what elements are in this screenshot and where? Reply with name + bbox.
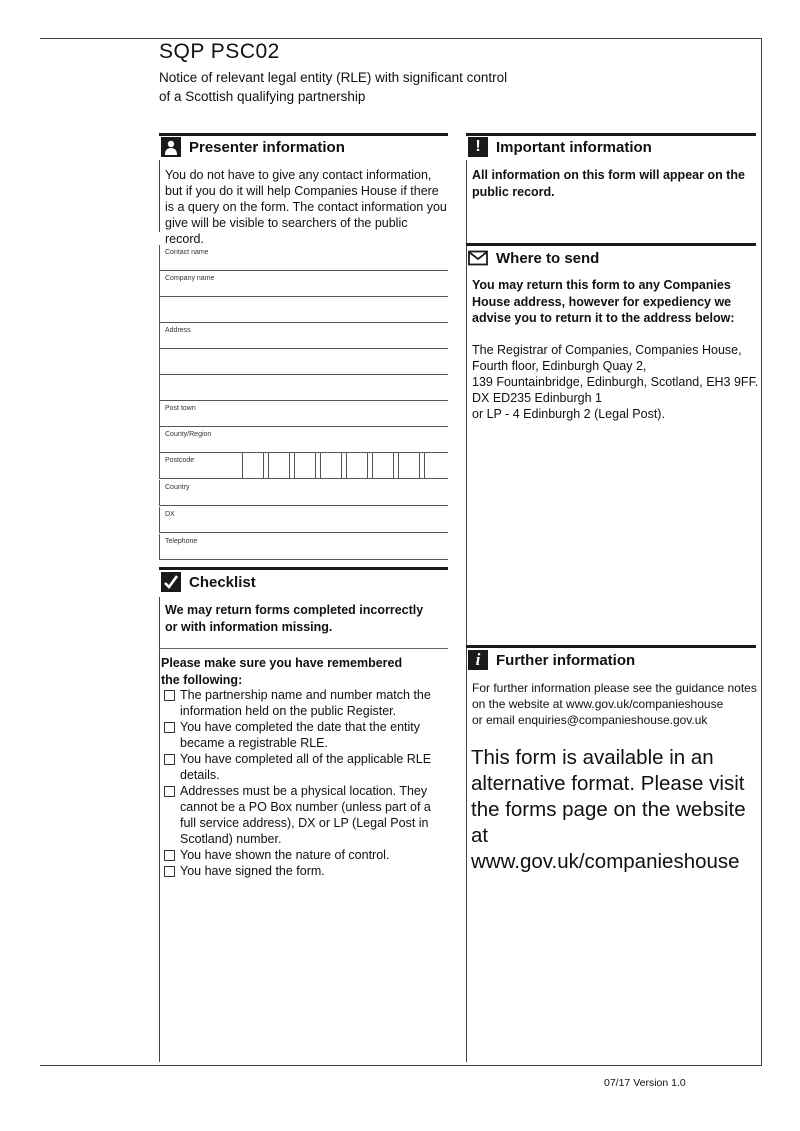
dx-field[interactable] <box>159 507 448 533</box>
postcode-box-5[interactable] <box>346 453 368 478</box>
address-label: Address <box>165 327 191 334</box>
address-field-3[interactable] <box>159 375 448 401</box>
further-heading <box>468 650 635 670</box>
right-border <box>761 38 762 1066</box>
county-label: County/Region <box>165 431 212 438</box>
postcode-label: Postcode <box>165 457 195 464</box>
further-bar <box>466 645 756 648</box>
checklist-item-text: The partnership name and number match the information held on the public Register. <box>180 688 431 718</box>
county-field[interactable] <box>159 427 448 453</box>
further-line: on the website at www.gov.uk/companieshouse <box>472 697 724 711</box>
postcode-box-3[interactable] <box>294 453 316 478</box>
presenter-heading <box>161 137 345 157</box>
checklist-items <box>164 687 450 879</box>
country-label: Country <box>165 484 190 491</box>
contact-name-field[interactable] <box>159 245 448 271</box>
important-bar <box>466 133 756 136</box>
contact-name-label: Contact name <box>165 249 209 256</box>
checkbox[interactable] <box>164 690 175 701</box>
checkbox[interactable] <box>164 754 175 765</box>
checklist-item[interactable] <box>164 863 450 879</box>
postcode-box-7[interactable] <box>398 453 420 478</box>
address-field-2[interactable] <box>159 349 448 375</box>
checklist-item-text: Addresses must be a physical location. They cannot be a PO Box number (unless part of a full service address), DX or LP (Legal Post in Scotland) number. <box>180 784 431 846</box>
important-text: All information on this form will appear on the public record. <box>472 168 745 199</box>
checkbox[interactable] <box>164 722 175 733</box>
checklist-item[interactable] <box>164 847 450 863</box>
company-name-field-2[interactable] <box>159 297 448 323</box>
address-line: The Registrar of Companies, Companies House, <box>472 343 742 357</box>
country-field[interactable] <box>159 480 448 506</box>
postcode-box-4[interactable] <box>320 453 342 478</box>
postcode-field[interactable] <box>159 453 448 479</box>
checklist-item-text: You have shown the nature of control. <box>180 848 390 862</box>
presenter-heading-text: Presenter information <box>189 138 345 156</box>
info-icon: i <box>468 650 488 670</box>
version-footer: 07/17 Version 1.0 <box>604 1077 686 1089</box>
form-title-line2: of a Scottish qualifying partnership <box>159 89 366 104</box>
checklist-heading-text: Checklist <box>189 573 256 591</box>
form-title-line1: Notice of relevant legal entity (RLE) with significant control <box>159 70 508 85</box>
checklist-intro: Please make sure you have remembered the following: <box>161 656 403 687</box>
further-heading-text: Further information <box>496 651 636 669</box>
left-column-border-lower <box>159 597 160 1062</box>
checklist-item-text: You have completed the date that the entity became a registrable RLE. <box>180 720 420 750</box>
company-name-field[interactable] <box>159 271 448 297</box>
checklist-item[interactable] <box>164 751 450 783</box>
where-heading-text: Where to send <box>496 249 600 267</box>
post-town-label: Post town <box>165 405 196 412</box>
person-icon <box>161 137 181 157</box>
checkbox[interactable] <box>164 866 175 877</box>
address-field[interactable] <box>159 323 448 349</box>
where-bar <box>466 243 756 246</box>
postcode-box-8[interactable] <box>424 453 449 478</box>
presenter-intro: You do not have to give any contact information, but if you do it will help Companies House if there is a query on the form. The contact information you give will be visible to searchers of the public record. <box>165 168 447 246</box>
telephone-label: Telephone <box>165 538 198 545</box>
telephone-field[interactable] <box>159 534 448 560</box>
address-line: DX ED235 Edinburgh 1 <box>472 391 602 405</box>
checkbox[interactable] <box>164 786 175 797</box>
checklist-item-text: You have completed all of the applicable RLE details. <box>180 752 432 782</box>
postcode-box-1[interactable] <box>242 453 264 478</box>
checklist-item[interactable] <box>164 783 450 847</box>
address-line: 139 Fountainbridge, Edinburgh, Scotland, EH3 9FF. <box>472 375 759 389</box>
checklist-divider <box>159 648 448 649</box>
address-line: or LP - 4 Edinburgh 2 (Legal Post). <box>472 407 665 421</box>
company-name-label: Company name <box>165 275 215 282</box>
checklist-item[interactable] <box>164 687 450 719</box>
checklist-warning: We may return forms completed incorrectly or with information missing. <box>165 603 424 634</box>
checklist-item[interactable] <box>164 719 450 751</box>
exclamation-icon: ! <box>468 137 488 157</box>
post-town-field[interactable] <box>159 401 448 427</box>
form-title <box>159 68 507 106</box>
postcode-box-2[interactable] <box>268 453 290 478</box>
checkbox[interactable] <box>164 850 175 861</box>
further-text <box>472 680 757 728</box>
important-heading-text: Important information <box>496 138 652 156</box>
alternative-format-notice: This form is available in an alternative format. Please visit the forms page on the website at www.gov.uk/companieshouse <box>471 746 746 873</box>
left-column-border <box>159 160 160 232</box>
form-code: SQP PSC02 <box>159 40 280 63</box>
address-line: Fourth floor, Edinburgh Quay 2, <box>472 359 647 373</box>
registrar-address <box>472 342 758 422</box>
postcode-box-6[interactable] <box>372 453 394 478</box>
checklist-heading <box>161 572 256 592</box>
right-column-border <box>466 160 467 1062</box>
bottom-rule <box>40 1065 762 1066</box>
top-rule <box>40 38 762 39</box>
presenter-bar <box>159 133 448 136</box>
where-heading <box>468 248 599 268</box>
further-line: or email enquiries@companieshouse.gov.uk <box>472 713 708 727</box>
dx-label: DX <box>165 511 175 518</box>
important-heading <box>468 137 652 157</box>
checklist-bar <box>159 567 448 570</box>
envelope-icon <box>468 248 488 268</box>
where-intro: You may return this form to any Companies House address, however for expediency we advise you to return it to the address below: <box>472 278 735 325</box>
checklist-item-text: You have signed the form. <box>180 864 325 878</box>
further-line: For further information please see the guidance notes <box>472 681 757 695</box>
checkmark-icon <box>161 572 181 592</box>
